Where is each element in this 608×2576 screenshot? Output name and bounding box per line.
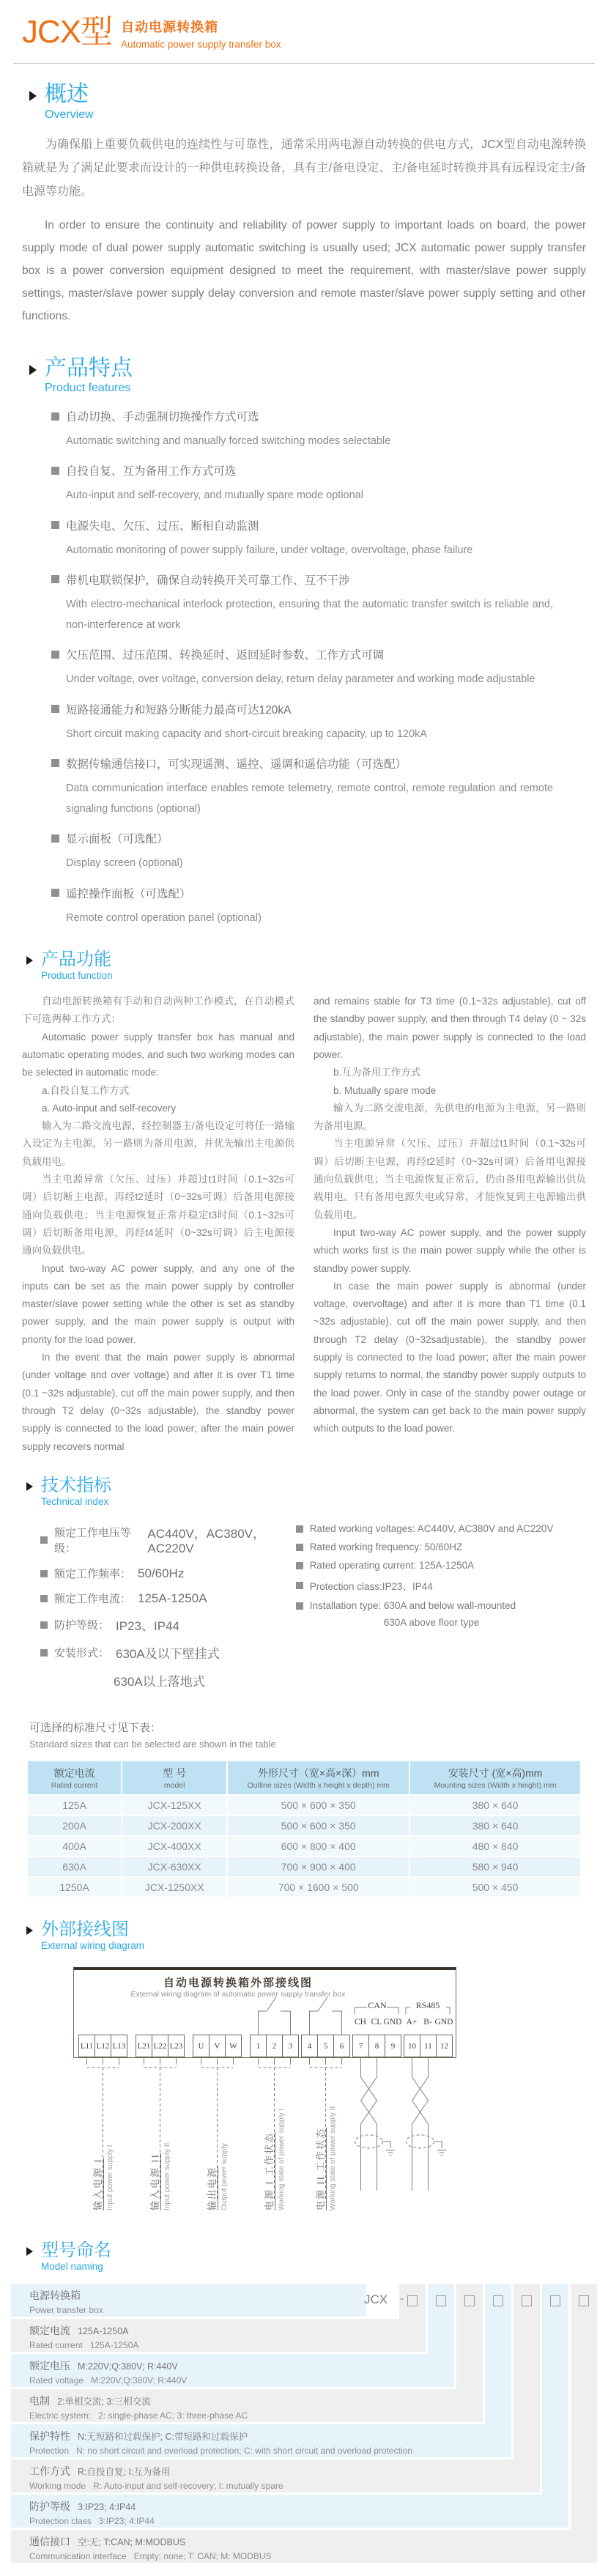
terminal: 3	[282, 2035, 299, 2057]
model-code-prefix: JCX	[364, 2292, 388, 2307]
function-paragraph: Automatic power supply transfer box has manual and automatic operating modes, and such two working modes can be selected in automatic mode:	[22, 1031, 294, 1078]
terminal: 7	[352, 2035, 369, 2057]
tech-item	[40, 1643, 292, 1662]
tech-item-continuation: 630A above floor type	[383, 1617, 480, 1629]
section-overview-heading	[29, 83, 608, 122]
function-paragraph: b. Mutually spare mode	[333, 1084, 437, 1096]
overview-heading-en: Overview	[45, 108, 94, 121]
features-heading-cn: 产品特点	[45, 355, 133, 380]
overview-paragraph-en: In order to ensure the continuity and reliability of power supply to important loads on board, the power supply mode of dual power supply automatic switching is usually used; JCX automatic power supply transfer box is a power conversion equipment designed to meet the requirement, with master/slave power supply settings, master/slave power supply delay conversion and remote master/slave power supply setting and other functions.	[22, 218, 586, 322]
group-label-input-1: 输入电源 I Input power supply I	[92, 2144, 114, 2211]
product-title-cn: 自动电源转换箱	[121, 20, 219, 34]
feature-item	[51, 462, 583, 506]
bullet-square-icon	[51, 759, 59, 767]
model-digit-box-icon	[407, 2295, 418, 2306]
bullet-square-icon	[40, 1570, 48, 1577]
feature-item	[51, 885, 583, 928]
bullet-square-icon	[40, 1595, 48, 1602]
tech-label: 额定工作频率：	[54, 1568, 132, 1581]
terminal: 12	[436, 2035, 453, 2057]
function-left-column	[22, 993, 294, 1456]
pin-label-ch: CH	[355, 2018, 366, 2027]
tech-item	[296, 1523, 586, 1534]
features-heading-en: Product features	[45, 382, 131, 394]
tech-heading-en: Technical index	[41, 1496, 109, 1508]
tech-heading-cn: 技术指标	[41, 1475, 111, 1495]
terminal: 6	[333, 2035, 350, 2057]
group-label-input-2: 输入电源 II Input power supply II	[149, 2142, 171, 2211]
tech-text: Protection class:IP23、IP44	[309, 1581, 433, 1593]
standard-sizes-table	[26, 1760, 582, 1898]
function-paragraph: In case the main power supply is abnormal (under voltage, overvoltage) and after it is more than T1 time (0.1 ~32s adjustable), cut off the main power supply, and then through T2 delay (0~32sadjustable), the standby power supply is connected to the load power; after the main power supply returns to normal, the standby power supply outputs to the load power. Only in case of the standby power outage or abnormal, the system can get back to the main power supply which outputs to the load power.	[314, 1280, 586, 1435]
tech-item	[40, 1615, 292, 1634]
triangle-marker-icon	[26, 2247, 33, 2256]
column-header: 型 号 model	[122, 1761, 226, 1794]
model-code-dash: -	[400, 2292, 404, 2306]
wiring-heading-en: External wiring diagram	[41, 1940, 145, 1952]
overview-paragraph-cn: 为确保船上重要负载供电的连续性与可靠性，通常采用两电源自动转换的供电方式，JCX型自动电源转换箱就是为了满足此要求而设计的一种供电转换设备，具有主/备电设定、主/备电延时转换并具有远程设定主/备电源等功能。	[22, 138, 586, 198]
column-header: 额定电流 Rated current	[28, 1761, 121, 1794]
bullet-square-icon	[51, 705, 59, 713]
tech-text: Rated working frequency: 50/60HZ	[309, 1541, 463, 1553]
function-paragraph: 当主电源异常（欠压、过压）并超过t1时间（0.1~32s可调）后切断主电源，再经t2延时（0~32s可调）后备用电源接通向负载供电；当主电源恢复正常并稳定t3时间（0.1~32s可调）后切断备用电源，再经t4延时（0~32s可调）后主电源接通向负载供电。	[22, 1174, 294, 1256]
tech-label: 额定工作电流：	[54, 1593, 132, 1606]
triangle-marker-icon	[26, 1926, 33, 1935]
feature-item	[51, 517, 583, 560]
tech-item	[296, 1578, 586, 1593]
pin-label-b-minus: B-	[423, 2018, 432, 2027]
section-function-heading	[26, 950, 608, 981]
triangle-marker-icon	[29, 365, 37, 375]
bullet-square-icon	[51, 834, 59, 843]
terminal: 1	[250, 2035, 267, 2057]
function-paragraph: a. Auto-input and self-recovery	[42, 1102, 177, 1114]
table-row: 630A JCX-630XX 700 × 900 × 400 580 × 940	[28, 1857, 580, 1876]
tech-value: 630A及以下壁挂式	[116, 1647, 220, 1662]
terminal: L21	[136, 2035, 152, 2057]
bullet-square-icon	[40, 1649, 48, 1657]
feature-text-en: Short circuit making capacity and short-circuit breaking capacity, up to 120kA	[66, 728, 427, 740]
terminal: 2	[266, 2035, 283, 2057]
tech-text: Rated working voltages: AC440V, AC380V and AC220V	[309, 1523, 554, 1535]
section-model-naming-heading	[26, 2241, 608, 2272]
feature-item	[51, 830, 583, 873]
feature-item	[51, 571, 583, 636]
tech-label: 防护等级：	[54, 1619, 110, 1632]
table-row: 125A JCX-125XX 500 × 600 × 350 380 × 640	[28, 1796, 580, 1815]
tech-item	[296, 1560, 586, 1571]
feature-text-cn: 自投自复、互为备用工作方式可选	[66, 465, 237, 478]
table-row: 1250A JCX-1250XX 700 × 1600 × 500 500 × 450	[28, 1878, 580, 1897]
table-row: 400A JCX-400XX 600 × 800 × 400 480 × 840	[28, 1837, 580, 1856]
model-naming-row: 电制 2:单相交流; 3:三相交流 Electric system: 2: single-phase AC; 3: three-phase AC	[11, 2389, 597, 2422]
group-label-output: 输出电源 Output power supply	[207, 2143, 229, 2211]
model-naming-row: 额定电压 M:220V;Q:380V; R:440V Rated voltage M:220V;Q:380V; R:440V	[11, 2354, 597, 2387]
feature-text-cn: 数据传输通信接口，可实现遥测、遥控、遥调和遥信功能（可选配）	[66, 758, 407, 771]
feature-text-cn: 遥控操作面板（可选配）	[66, 887, 191, 900]
bullet-square-icon	[40, 1621, 48, 1629]
model-naming-heading-cn: 型号命名	[41, 2240, 111, 2261]
model-naming-row: 保护特性 N:无短路和过载保护; C:带短路和过载保护 Protection N: no short circuit and overload protection; C: with short circuit and overload protection	[11, 2424, 597, 2457]
function-paragraph: Input two-way AC power supply, and any one of the inputs can be set as the main power supply by controller master/slave power setting while the other is set as standby power supply, and the main power supply is output with priority for the load power.	[22, 1262, 294, 1345]
feature-text-en: Data communication interface enables remote telemetry, remote control, remote regulation and remote signaling functions (optional)	[66, 782, 553, 815]
column-header: 外形尺寸（宽×高×深）mm Outline sizes (Width x height x depth) mm	[228, 1761, 409, 1794]
function-right-column	[314, 993, 586, 1456]
section-features-heading	[29, 357, 608, 396]
pin-label-gnd: GND	[434, 2018, 453, 2027]
terminal: 11	[420, 2035, 437, 2057]
bullet-square-icon	[296, 1544, 303, 1551]
model-digit-box-icon	[493, 2295, 503, 2306]
terminal: W	[225, 2035, 242, 2057]
table-row: 200A JCX-200XX 500 × 600 × 350 380 × 640	[28, 1816, 580, 1835]
terminal: 10	[404, 2035, 420, 2057]
tech-text: Rated operating current: 125A-1250A	[309, 1560, 475, 1572]
bullet-square-icon	[51, 651, 59, 659]
tech-columns	[40, 1523, 586, 1699]
header-divider	[13, 63, 595, 64]
table-intro-cn: 可选择的标准尺寸见下表：	[29, 1722, 162, 1735]
terminal: L22	[152, 2035, 168, 2057]
terminal: L11	[78, 2035, 95, 2057]
model-naming-row: 通信接口 空:无; T:CAN; M:MODBUS Communication interface Empty: none; T: CAN; M: MODBUS	[11, 2530, 597, 2563]
tech-item	[296, 1541, 586, 1552]
group-label-state-2: 电源 II 工作状态 Working state of power supply II	[315, 2106, 337, 2211]
product-model-title: JCX型	[22, 14, 113, 50]
group-label-state-1: 电源 I 工作状态 Working state of power supply I	[264, 2108, 286, 2211]
feature-text-cn: 电源失电、欠压、过压、断相自动监测	[66, 519, 259, 533]
terminal: U	[193, 2035, 210, 2057]
tech-item	[296, 1600, 586, 1611]
pin-label-gnd: GND	[383, 2018, 402, 2027]
model-naming-heading-en: Model naming	[41, 2261, 103, 2273]
function-columns	[22, 993, 586, 1456]
function-paragraph: In the event that the main power supply is abnormal (under voltage and over voltage) and after it is over T1 time (0.1 ~32s adjustable), cut off the main power supply, and then through T2 delay (0~32s adjustable), the standby power supply is connected to the load power; after the main power supply recovers normal	[22, 1352, 294, 1452]
function-paragraph: Input two-way AC power supply, and the power supply which works first is the main power supply while the other is standby power supply.	[314, 1226, 586, 1274]
pin-label-cl: CL	[371, 2018, 382, 2027]
feature-item	[51, 646, 583, 689]
feature-text-en: Auto-input and self-recovery, and mutually spare mode optional	[66, 489, 363, 502]
function-paragraph: 当主电源异常（欠压、过压）并超过t1时间（0.1~32s可调）后切断主电源，再经t2延时（0~32s可调）后备用电源接通向负载供电；当主电源恢复正常后，仍由备用电源输出供负载用电。只有备用电源失电或异常，才能恢复到主电源输出供负载用电。	[314, 1138, 586, 1221]
column-header: 安装尺寸 (宽×高)mm Mounting sizes (Width x height) mm	[410, 1761, 580, 1794]
tech-item-continuation: 630A以上落地式	[114, 1675, 205, 1689]
model-naming-row: 防护等级 3:IP23; 4:IP44 Protection class 3:IP23; 4:IP44	[11, 2495, 597, 2528]
model-naming-row: 工作方式 R:自投自复; I:互为备用 Working mode R: Auto-input and self-recovery; I: mutually spare	[11, 2460, 597, 2492]
can-bus-label: CAN	[368, 2000, 387, 2011]
bullet-square-icon	[296, 1582, 303, 1589]
terminal: 5	[317, 2035, 334, 2057]
terminal: 4	[301, 2035, 318, 2057]
function-paragraph: 自动电源转换箱有手动和自动两种工作模式，在自动模式下可选两种工作方式：	[22, 996, 294, 1025]
tech-value: 125A-1250A	[138, 1591, 207, 1605]
function-paragraph: 输入为二路交流电源，经控制器主/备电设定可将任一路输入设定为主电源，另一路则为备用电源，并优先输出主电源供负载用电。	[22, 1120, 294, 1167]
page-header	[0, 4, 608, 50]
feature-item	[51, 701, 583, 744]
terminal: V	[209, 2035, 226, 2057]
model-code-row	[11, 2284, 597, 2317]
feature-text-en: With electro-mechanical interlock protection, ensuring that the automatic transfer switch is reliable and, non-interference at work	[66, 598, 553, 632]
wiring-title-cn: 自动电源转换箱外部接线图	[163, 1977, 313, 1990]
rs485-bus-label: RS485	[415, 2000, 440, 2011]
triangle-marker-icon	[26, 1482, 33, 1491]
function-paragraph: b.互为备用工作方式	[333, 1067, 421, 1078]
feature-text-cn: 带机电联锁保护，确保自动转换开关可靠工作、互不干涉	[66, 574, 350, 587]
model-naming-diagram	[11, 2284, 597, 2563]
overview-heading-cn: 概述	[45, 82, 89, 106]
bullet-square-icon	[51, 521, 59, 529]
bullet-square-icon	[51, 467, 59, 475]
feature-text-cn: 显示面板（可选配）	[66, 833, 168, 846]
section-tech-heading	[26, 1476, 608, 1507]
tech-item	[40, 1591, 292, 1606]
wiring-title-en: External wiring diagram of automatic power supply transfer box	[130, 1990, 346, 1999]
function-paragraph: and remains stable for T3 time (0.1~32s adjustable), cut off the standby power supply, and then through T4 delay (0 ~ 32s adjustable), the main power supply is connected to the load power.	[314, 996, 586, 1060]
feature-text-en: Under voltage, over voltage, conversion delay, return delay parameter and working mode adjustable	[66, 673, 535, 686]
wiring-heading-cn: 外部接线图	[41, 1920, 129, 1940]
model-digit-box-icon	[436, 2295, 446, 2306]
feature-text-en: Automatic switching and manually forced switching modes selectable	[66, 435, 391, 447]
terminal: 9	[385, 2035, 401, 2057]
bullet-square-icon	[296, 1525, 303, 1533]
table-header-row	[28, 1761, 580, 1794]
triangle-marker-icon	[29, 91, 37, 101]
feature-item	[51, 755, 583, 820]
function-paragraph: 输入为二路交流电源，先供电的电源为主电源，另一路则为备用电源。	[314, 1102, 586, 1132]
function-paragraph: a.自投自复工作方式	[42, 1084, 130, 1096]
model-digit-box-icon	[550, 2295, 560, 2306]
tech-value: 50/60Hz	[138, 1566, 185, 1580]
tech-item	[40, 1566, 292, 1581]
feature-text-en: Remote control operation panel (optional)	[66, 911, 262, 924]
feature-item	[51, 408, 583, 451]
terminal: L12	[94, 2035, 111, 2057]
function-heading-cn: 产品功能	[41, 949, 111, 969]
section-wiring-heading	[26, 1920, 608, 1951]
wiring-diagram	[73, 1967, 457, 2222]
tech-right-column	[292, 1523, 586, 1699]
tech-label: 安装形式：	[54, 1647, 110, 1660]
bullet-square-icon	[296, 1562, 303, 1569]
bullet-square-icon	[40, 1536, 48, 1544]
terminal: 8	[368, 2035, 385, 2057]
model-naming-row: 额定电流 125A-1250A Rated current 125A-1250A	[11, 2319, 597, 2352]
tech-value: IP23、IP44	[116, 1619, 179, 1634]
table-intro-en: Standard sizes that can be selected are shown in the table	[29, 1739, 276, 1750]
feature-text-en: Display screen (optional)	[66, 857, 183, 870]
tech-item	[40, 1523, 292, 1556]
bullet-square-icon	[296, 1602, 303, 1610]
feature-text-cn: 欠压范围、过压范围、转换延时、返回延时参数、工作方式可调	[66, 649, 385, 662]
bullet-square-icon	[51, 575, 59, 583]
feature-list	[51, 408, 583, 928]
pin-label-a-plus: A+	[406, 2018, 418, 2027]
feature-text-cn: 自动切换、手动强制切换操作方式可选	[66, 411, 259, 423]
feature-text-cn: 短路接通能力和短路分断能力最高可达120kA	[66, 703, 292, 717]
product-title-en: Automatic power supply transfer box	[121, 39, 281, 50]
feature-text-en: Automatic monitoring of power supply failure, under voltage, overvoltage, phase failure	[66, 544, 473, 556]
terminal: L13	[111, 2035, 127, 2057]
tech-label: 额定工作电压等级：	[54, 1526, 132, 1555]
model-digit-box-icon	[579, 2295, 589, 2306]
function-heading-en: Product function	[41, 970, 113, 982]
bullet-square-icon	[51, 889, 59, 897]
triangle-marker-icon	[26, 956, 33, 965]
tech-left-column	[40, 1523, 292, 1699]
bullet-square-icon	[51, 412, 59, 421]
tech-text: Installation type: 630A and below wall-mounted	[309, 1600, 516, 1612]
tech-value: AC440V，AC380V，AC220V	[147, 1527, 265, 1556]
product-title-block	[121, 16, 281, 50]
terminal: L23	[168, 2035, 185, 2057]
model-digit-box-icon	[522, 2295, 532, 2306]
model-digit-box-icon	[464, 2295, 475, 2306]
model-naming-row: 电源转换箱 Power transfer box	[11, 2284, 597, 2317]
